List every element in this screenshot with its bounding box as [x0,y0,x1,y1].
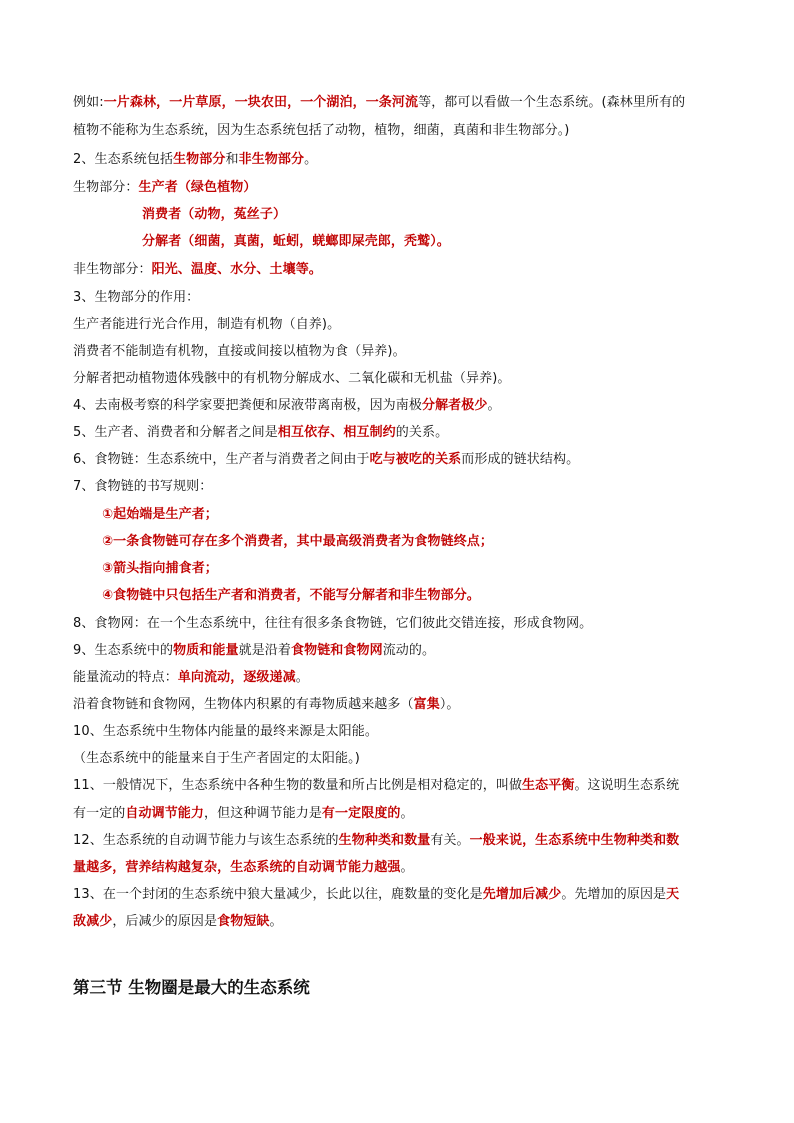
body-text: 有一定的 [73,806,126,821]
text-line [73,832,679,850]
body-text: ，后减少的原因是 [112,914,218,929]
highlighted-text: 单向流动，逐级递减 [177,670,296,685]
highlighted-text: 消费者（动物，菟丝子） [142,207,287,222]
text-line [73,94,685,112]
text-line [142,233,450,251]
highlighted-text: 自动调节能力 [125,806,205,821]
body-text: 非生物部分： [73,262,152,277]
body-text: 9、生态系统中的 [73,643,174,658]
body-text: ）。 [439,697,460,712]
body-text: 分解者把动植物遗体残骸中的有机物分解成水、二氧化碳和无机盐（异养)。 [73,371,511,386]
body-text: 11、一般情况下，生态系统中各种生物的数量和所占比例是相对稳定的，叫做 [73,778,523,793]
text-line [73,122,569,140]
highlighted-text: 生物部分 [173,152,226,167]
body-text: 13、在一个封闭的生态系统中狼大量减少，长此以往，鹿数量的变化是 [73,887,483,902]
highlighted-text: ①起始端是生产者； [102,507,218,522]
body-text: 。 [304,152,318,167]
body-text: 植物不能称为生态系统，因为生态系统包括了动物，植物，细菌，真菌和非生物部分。) [73,123,570,138]
highlighted-text: 富集 [413,697,440,712]
body-text: 流动的。 [382,643,436,658]
highlighted-text: 天 [666,887,680,902]
highlighted-text: 一片森林，一片草原，一块农田，一个湖泊，一条河流 [103,95,419,110]
body-text: 能量流动的特点： [73,670,178,685]
body-text: 8、食物网：在一个生态系统中，往往有很多条食物链，它们彼此交错连接，形成食物网。 [73,616,593,631]
body-text: 就是沿着 [238,643,291,658]
body-text: 沿着食物链和食物网，生物体内积累的有毒物质越来越多（ [73,697,414,712]
highlighted-text: 物质和能量 [173,643,239,658]
text-line [73,859,414,877]
body-text: 。 [400,860,414,875]
body-text: 3、生物部分的作用： [73,290,200,305]
body-text: 。 [400,806,414,821]
body-text: 例如: [73,95,104,110]
body-text: 而形成的链状结构。 [461,452,580,467]
highlighted-text: 敌减少 [73,914,113,929]
body-text: 。 [269,914,283,929]
highlighted-text: 非生物部分 [238,152,305,167]
text-line [73,642,435,660]
body-text: 4、去南极考察的科学家要把粪便和尿液带离南极，因为南极 [73,398,422,413]
highlighted-text: 有一定限度的 [321,806,401,821]
text-line [102,533,493,551]
text-line [73,179,256,197]
text-line [73,261,322,279]
body-text: 和 [225,152,239,167]
highlighted-text: 分解者极少 [421,398,488,413]
text-line [102,587,480,605]
body-text: 生产者能进行光合作用，制造有机物（自养)。 [73,317,341,332]
section-heading: 第三节 生物圈是最大的生态系统 [73,978,310,997]
text-line [73,805,414,823]
body-text: 10、生态系统中生物体内能量的最终来源是太阳能。 [73,724,378,739]
text-line [142,206,286,224]
highlighted-text: 食物链和食物网 [291,643,383,658]
text-line [73,451,579,469]
highlighted-text: 相互依存、相互制约 [277,425,396,440]
text-line [73,669,309,687]
body-text: 。 [295,670,309,685]
body-text: 等，都可以看做一个生态系统。(森林里所有的 [418,95,686,110]
text-line [73,750,360,768]
highlighted-text: ②一条食物链可存在多个消费者，其中最高级消费者为食物链终点； [102,534,494,549]
text-line [73,316,340,334]
highlighted-text: 量越多，营养结构越复杂，生态系统的自动调节能力越强 [73,860,401,875]
body-text: 7、食物链的书写规则： [73,479,213,494]
highlighted-text: 生物种类和数量 [338,833,431,848]
text-line [73,397,501,415]
body-text: 的关系。 [395,425,449,440]
body-text: ，但这种调节能力是 [204,806,322,821]
highlighted-text: 阳光、温度、水分、土壤等。 [151,262,322,277]
highlighted-text: 先增加后减少 [482,887,562,902]
body-text: 。这说明生态系统 [574,778,680,793]
text-line [73,723,378,741]
text-line [102,506,218,524]
text-line [73,424,448,442]
text-line [73,615,592,633]
body-text: 6、食物链：生态系统中，生产者与消费者之间由于 [73,452,370,467]
text-line [73,913,283,931]
text-line [73,886,679,904]
body-text: 5、生产者、消费者和分解者之间是 [73,425,278,440]
body-text: 12、生态系统的自动调节能力与该生态系统的 [73,833,339,848]
highlighted-text: ③箭头指向捕食者； [102,561,218,576]
body-text: 。先增加的原因是 [561,887,667,902]
text-line [73,696,460,714]
text-line [73,478,212,496]
body-text: 消费者不能制造有机物，直接或间接以植物为食（异养)。 [73,344,406,359]
text-line [73,343,406,361]
text-line [73,777,679,795]
body-text: （生态系统中的能量来自于生产者固定的太阳能。) [73,751,360,766]
highlighted-text: 生态平衡 [522,778,575,793]
body-text: 有关。 [430,833,470,848]
body-text: 。 [487,398,501,413]
highlighted-text: 吃与被吃的关系 [369,452,462,467]
text-line [102,560,218,578]
highlighted-text: 生产者（绿色植物） [138,180,257,195]
text-line [73,289,199,307]
text-line [73,370,510,388]
body-text: 2、生态系统包括 [73,152,174,167]
body-text: 生物部分： [73,180,139,195]
highlighted-text: ④食物链中只包括生产者和消费者，不能写分解者和非生物部分。 [102,588,480,603]
highlighted-text: 一般来说，生态系统中生物种类和数 [469,833,680,848]
highlighted-text: 分解者（细菌，真菌，蚯蚓，蜣螂即屎壳郎，秃鹫）。 [142,234,450,249]
text-line [73,151,317,169]
highlighted-text: 食物短缺 [217,914,270,929]
